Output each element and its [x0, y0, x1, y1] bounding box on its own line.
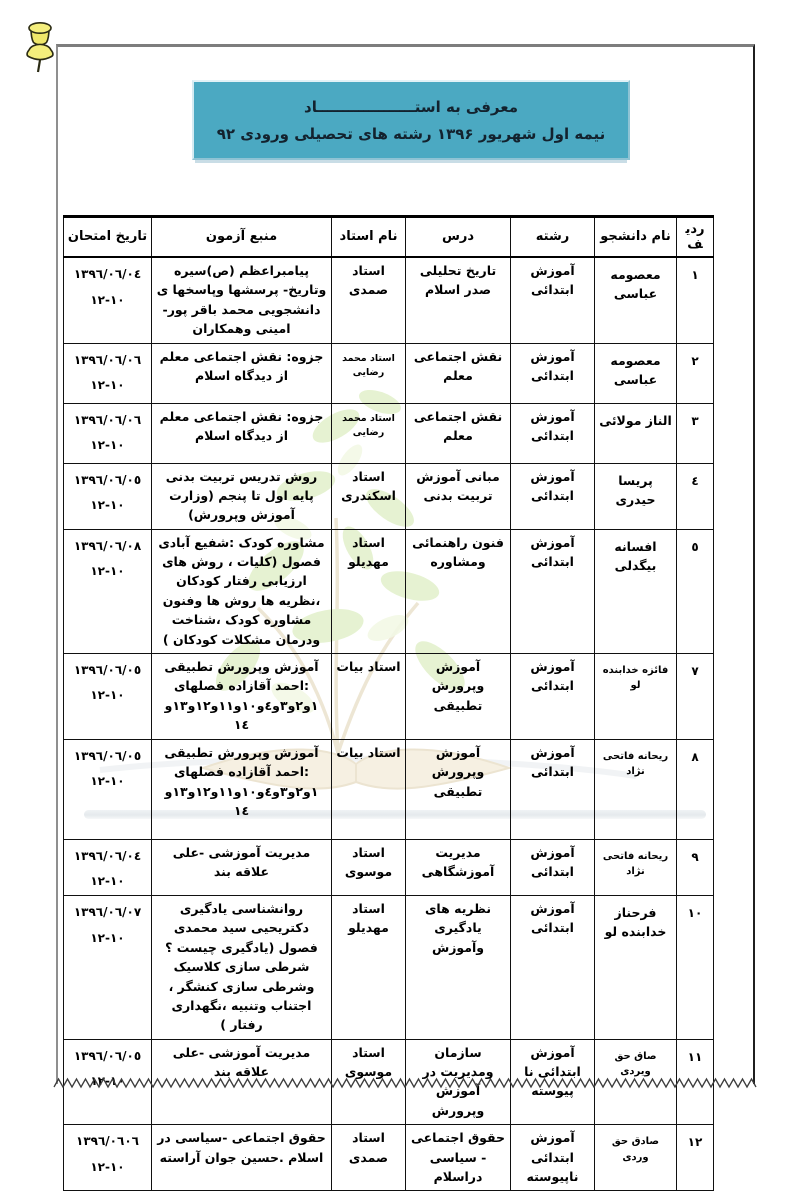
exam-time: ١٠-١٢ — [90, 564, 125, 579]
major-cell: آموزش ابتدائی — [511, 463, 595, 529]
row-number-cell: ٥ — [677, 529, 714, 653]
table-row — [64, 403, 714, 463]
student-name-cell: معصومه عباسی — [595, 343, 677, 403]
teacher-name-cell: استاد بیات — [332, 653, 406, 739]
exam-source-cell: آموزش وپرورش تطبیقی :احمد آقازاده فصلهای ١و٢و٣و٤و١٠و١١و١٢و١٣و ١٤ — [152, 739, 332, 839]
student-name-cell: ریحانه فاتحی نژاد — [595, 739, 677, 839]
exam-date-cell — [64, 529, 152, 653]
table-header-row — [64, 217, 714, 258]
exam-source-cell: حقوق اجتماعی -سیاسی در اسلام .حسین جوان آراسته — [152, 1125, 332, 1191]
column-header-exam-date: تاریخ امتحان — [64, 217, 152, 258]
exam-source-cell: جزوه: نقش اجتماعی معلم از دیدگاه اسلام — [152, 403, 332, 463]
student-name-cell: پریسا حیدری — [595, 463, 677, 529]
exam-date: ١٣٩٦/٠٦/٠٤ — [73, 848, 142, 863]
column-header-teacher-name: نام استاد — [332, 217, 406, 258]
course-cell: نقش اجتماعی معلم — [406, 403, 511, 463]
student-name-cell: صاق حق ویردی — [595, 1039, 677, 1125]
exam-source-cell: آموزش وپرورش تطبیقی :احمد آقازاده فصلهای ١و٢و٣و٤و١٠و١١و١٢و١٣و ١٤ — [152, 653, 332, 739]
row-number-cell: ١٠ — [677, 896, 714, 1040]
exam-time: ١٠-١٢ — [90, 378, 125, 393]
teacher-name-cell: استاد صمدی — [332, 1125, 406, 1191]
column-header-course: درس — [406, 217, 511, 258]
table-row — [64, 1125, 714, 1191]
table-row — [64, 653, 714, 739]
exam-time: ١٠-١٢ — [90, 930, 125, 945]
column-header-student-name: نام دانشجو — [595, 217, 677, 258]
table-row — [64, 839, 714, 895]
student-name-cell: صادق حق وردی — [595, 1125, 677, 1191]
exam-date-cell — [64, 1125, 152, 1191]
row-number-cell: ٧ — [677, 653, 714, 739]
course-cell: فنون راهنمائی ومشاوره — [406, 529, 511, 653]
teacher-name-cell: استاد بیات — [332, 739, 406, 839]
pushpin-icon — [18, 20, 62, 80]
bottom-zigzag-border — [54, 1076, 758, 1090]
exam-date-cell — [64, 403, 152, 463]
column-header-row-number: ردیف — [677, 217, 714, 258]
column-header-exam-source: منبع آزمون — [152, 217, 332, 258]
exam-source-cell: مشاوره کودک :شفیع آبادی فصول (کلیات ، روش های ارزیابی رفتار کودکان ،نظریه ها روش ها وفنون مشاوره کودک ،شناخت ودرمان مشکلات کودکان ) — [152, 529, 332, 653]
exam-time: ١٠-١٢ — [90, 438, 125, 453]
table-row — [64, 739, 714, 839]
course-cell: حقوق اجتماعی - سیاسی دراسلام — [406, 1125, 511, 1191]
course-cell: تاریخ تحلیلی صدر اسلام — [406, 257, 511, 343]
exam-time: ١٠-١٢ — [90, 1074, 125, 1089]
major-cell: آموزش ابتدائی — [511, 529, 595, 653]
major-cell: آموزش ابتدائی نا پیوسته — [511, 1039, 595, 1125]
row-number-cell: ١ — [677, 257, 714, 343]
exam-date-cell — [64, 257, 152, 343]
exam-date: ١٣٩٦/٠٦/٠٧ — [73, 905, 142, 920]
row-number-cell: ٤ — [677, 463, 714, 529]
exam-date-cell — [64, 739, 152, 839]
title-box — [192, 80, 630, 160]
schedule-table-body — [64, 257, 714, 1191]
teacher-name-cell: استاد مهدیلو — [332, 529, 406, 653]
student-name-cell: الناز مولائی — [595, 403, 677, 463]
row-number-cell: ٣ — [677, 403, 714, 463]
exam-time: ١٠-١٢ — [90, 774, 125, 789]
table-row — [64, 529, 714, 653]
student-name-cell: افسانه بیگدلی — [595, 529, 677, 653]
exam-date: ١٣٩٦/٠٦/٠٦ — [73, 352, 142, 367]
exam-date: ١٣٩٦/٠٦/٠٦ — [73, 412, 142, 427]
exam-source-cell: مدیریت آموزشی -علی علاقه بند — [152, 839, 332, 895]
row-number-cell: ١١ — [677, 1039, 714, 1125]
column-header-major: رشته — [511, 217, 595, 258]
exam-date-cell — [64, 839, 152, 895]
exam-date-cell — [64, 896, 152, 1040]
exam-time: ١٠-١٢ — [90, 498, 125, 513]
title-line-1: معرفی به استـــــــــــــــــــاد — [304, 97, 519, 116]
major-cell: آموزش ابتدائی — [511, 896, 595, 1040]
course-cell: مبانی آموزش تربیت بدنی — [406, 463, 511, 529]
exam-date: ١٣٩٦/٠٦/٠٤ — [73, 267, 142, 281]
exam-date: ١٣٩٦/٠٦/٠٥ — [73, 662, 142, 677]
course-cell: نظریه های یادگیری وآموزش — [406, 896, 511, 1040]
course-cell: نقش اجتماعی معلم — [406, 343, 511, 403]
course-cell: مدیریت آموزشگاهی — [406, 839, 511, 895]
teacher-name-cell: استاد موسوی — [332, 839, 406, 895]
major-cell: آموزش ابتدائی — [511, 257, 595, 343]
exam-date-cell — [64, 463, 152, 529]
exam-date: ١٣٩٦/٠٦/٠٥ — [73, 1048, 142, 1063]
exam-source-cell: مدیریت آموزشی -علی علاقه بند — [152, 1039, 332, 1125]
teacher-name-cell: استاد اسکندری — [332, 463, 406, 529]
table-row — [64, 463, 714, 529]
major-cell: آموزش ابتدائی — [511, 739, 595, 839]
exam-source-cell: پیامبراعظم (ص)سیره وتاریخ- پرسشها وپاسخها ی دانشجویی محمد باقر پور-امینی وهمکاران — [152, 257, 332, 343]
row-number-cell: ٨ — [677, 739, 714, 839]
table-row — [64, 257, 714, 343]
teacher-name-cell: استاد موسوی — [332, 1039, 406, 1125]
exam-date: ١٣٩٦/٠٦/٠٥ — [73, 472, 142, 487]
row-number-cell: ٢ — [677, 343, 714, 403]
schedule-table — [63, 215, 714, 1191]
row-number-cell: ٩ — [677, 839, 714, 895]
teacher-name-cell: استاد محمد رضایی — [332, 403, 406, 463]
row-number-cell: ١٢ — [677, 1125, 714, 1191]
title-line-2: نیمه اول شهریور ۱۳۹۶ رشته های تحصیلی ورودی ۹۲ — [216, 124, 606, 143]
course-cell: آموزش وپرورش تطبیقی — [406, 739, 511, 839]
major-cell: آموزش ابتدائی — [511, 653, 595, 739]
course-cell: آموزش وپرورش تطبیقی — [406, 653, 511, 739]
major-cell: آموزش ابتدائی — [511, 343, 595, 403]
table-row — [64, 343, 714, 403]
table-row — [64, 896, 714, 1040]
teacher-name-cell: استاد مهدیلو — [332, 896, 406, 1040]
student-name-cell: فائزه خدابنده لو — [595, 653, 677, 739]
exam-time: ١٠-١٢ — [90, 688, 125, 703]
teacher-name-cell: استاد صمدی — [332, 257, 406, 343]
major-cell: آموزش ابتدائی — [511, 403, 595, 463]
exam-source-cell: جزوه: نقش اجتماعی معلم از دیدگاه اسلام — [152, 343, 332, 403]
exam-time: ١٠-١٢ — [90, 292, 125, 307]
exam-date: ١٣٩٦/٠٦/٠٥ — [73, 748, 142, 763]
exam-date: ١٣٩٦/٠٦/٠٨ — [73, 538, 142, 553]
exam-source-cell: روش تدریس تربیت بدنی پایه اول تا پنجم (وزارت آموزش وپرورش) — [152, 463, 332, 529]
student-name-cell: فرحناز خدابنده لو — [595, 896, 677, 1040]
exam-time: ١٠-١٢ — [90, 874, 125, 889]
major-cell: آموزش ابتدائی — [511, 839, 595, 895]
exam-date: ١٣٩٦/٠٦٠٦ — [76, 1134, 139, 1149]
exam-time: ١٠-١٢ — [90, 1159, 125, 1174]
teacher-name-cell: استاد محمد رضایی — [332, 343, 406, 403]
exam-date-cell — [64, 343, 152, 403]
course-cell: سازمان ومدیریت در آموزش وپرورش — [406, 1039, 511, 1125]
major-cell: آموزش ابتدائی ناپیوسته — [511, 1125, 595, 1191]
student-name-cell: ریحانه فاتحی نژاد — [595, 839, 677, 895]
student-name-cell: معصومه عباسی — [595, 257, 677, 343]
exam-source-cell: روانشناسی یادگیری دکتریحیی سید محمدی فصول (یادگیری چیست ؟ شرطی سازی کلاسیک وشرطی سازی کنشگر ، اجتناب وتنبیه ،نگهداری رفتار ) — [152, 896, 332, 1040]
exam-date-cell — [64, 653, 152, 739]
